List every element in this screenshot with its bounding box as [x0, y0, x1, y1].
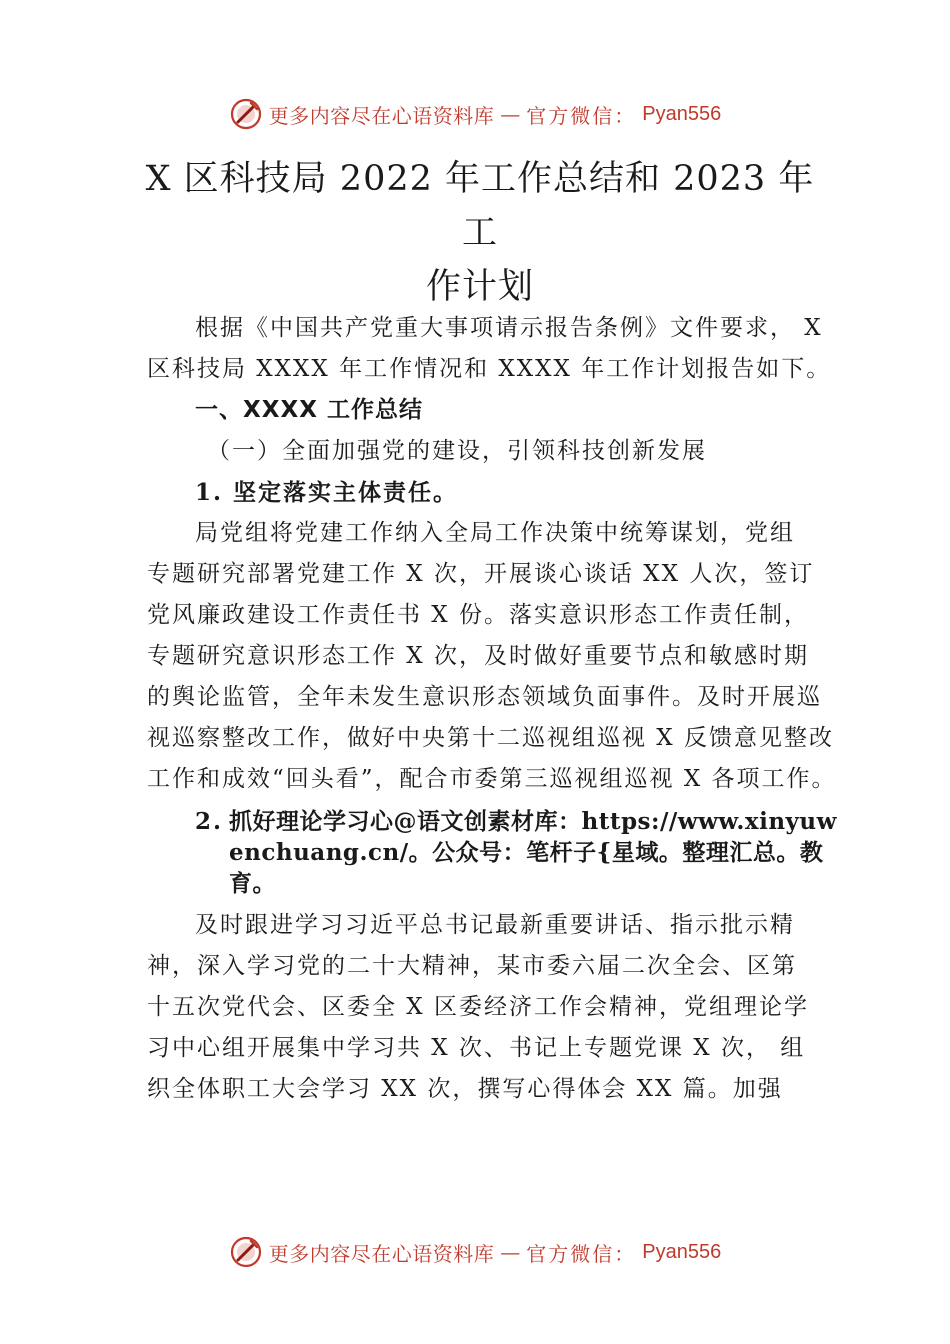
item-1-line-4: 专题研究意识形态工作 X 次，及时做好重要节点和敏感时期	[147, 643, 809, 669]
item-2-line-2: 神，深入学习党的二十大精神，某市委六届二次全会、区第	[147, 953, 797, 979]
item-1-line-1: 局党组将党建工作纳入全局工作决策中统筹谋划，党组	[195, 520, 795, 546]
document-title	[140, 152, 820, 314]
item-1-heading: 1. 坚定落实主体责任。	[195, 479, 459, 506]
item-2-line-1: 及时跟进学习习近平总书记最新重要讲话、指示批示精	[195, 912, 795, 938]
watermark-label: 官方微信：	[526, 1241, 637, 1266]
item-1-line-5: 的舆论监管，全年未发生意识形态领域负面事件。及时开展巡	[147, 684, 822, 710]
document-body	[147, 308, 837, 1110]
item-2-heading	[147, 806, 837, 899]
item-2-line-5: 织全体职工大会学习 XX 次，撰写心得体会 XX 篇。加强	[147, 1076, 783, 1102]
watermark-separator: —	[500, 102, 521, 126]
item-2-line-4: 习中心组开展集中学习共 X 次、书记上专题党课 X 次， 组	[147, 1035, 806, 1061]
section-heading: 一、XXXX 工作总结	[195, 397, 423, 423]
watermark-brand: 更多内容尽在心语资料库	[268, 103, 495, 128]
header-watermark	[0, 94, 950, 134]
item-1-line-3: 党风廉政建设工作责任书 X 份。落实意识形态工作责任制，	[147, 602, 809, 628]
watermark-separator: —	[500, 1240, 521, 1264]
watermark-label: 官方微信：	[526, 103, 637, 128]
intro-line-1: 根据《中国共产党重大事项请示报告条例》文件要求， X	[195, 315, 823, 341]
watermark-brand: 更多内容尽在心语资料库	[268, 1241, 495, 1266]
pen-logo-icon	[229, 1235, 263, 1269]
intro-line-2: 区科技局 XXXX 年工作情况和 XXXX 年工作计划报告如下。	[147, 356, 832, 382]
item-2-number: 2.	[195, 808, 224, 835]
item-1-line-2: 专题研究部署党建工作 X 次，开展谈心谈话 XX 人次，签订	[147, 561, 815, 587]
item-1-line-6: 视巡察整改工作，做好中央第十二巡视组巡视 X 反馈意见整改	[147, 725, 834, 751]
item-2-line-3: 十五次党代会、区委全 X 区委经济工作会精神，党组理论学	[147, 994, 809, 1020]
title-line-2: 作计划	[425, 267, 534, 307]
footer-watermark	[0, 1232, 950, 1272]
subsection-heading: （一）全面加强党的建设，引领科技创新发展	[207, 438, 707, 464]
item-2-heading-text: 抓好理论学习心@语文创素材库：https://www.xinyuwenchuang.cn/。公众号：笔杆子{星域。整理汇总。教育。	[229, 808, 837, 897]
watermark-wechat-id: Pyan556	[642, 102, 722, 125]
item-1-line-7: 工作和成效“回头看”，配合市委第三巡视组巡视 X 各项工作。	[147, 766, 837, 792]
title-line-1: X 区科技局 2022 年工作总结和 2023 年工	[145, 159, 815, 253]
watermark-wechat-id: Pyan556	[642, 1240, 722, 1263]
pen-logo-icon	[229, 97, 263, 131]
